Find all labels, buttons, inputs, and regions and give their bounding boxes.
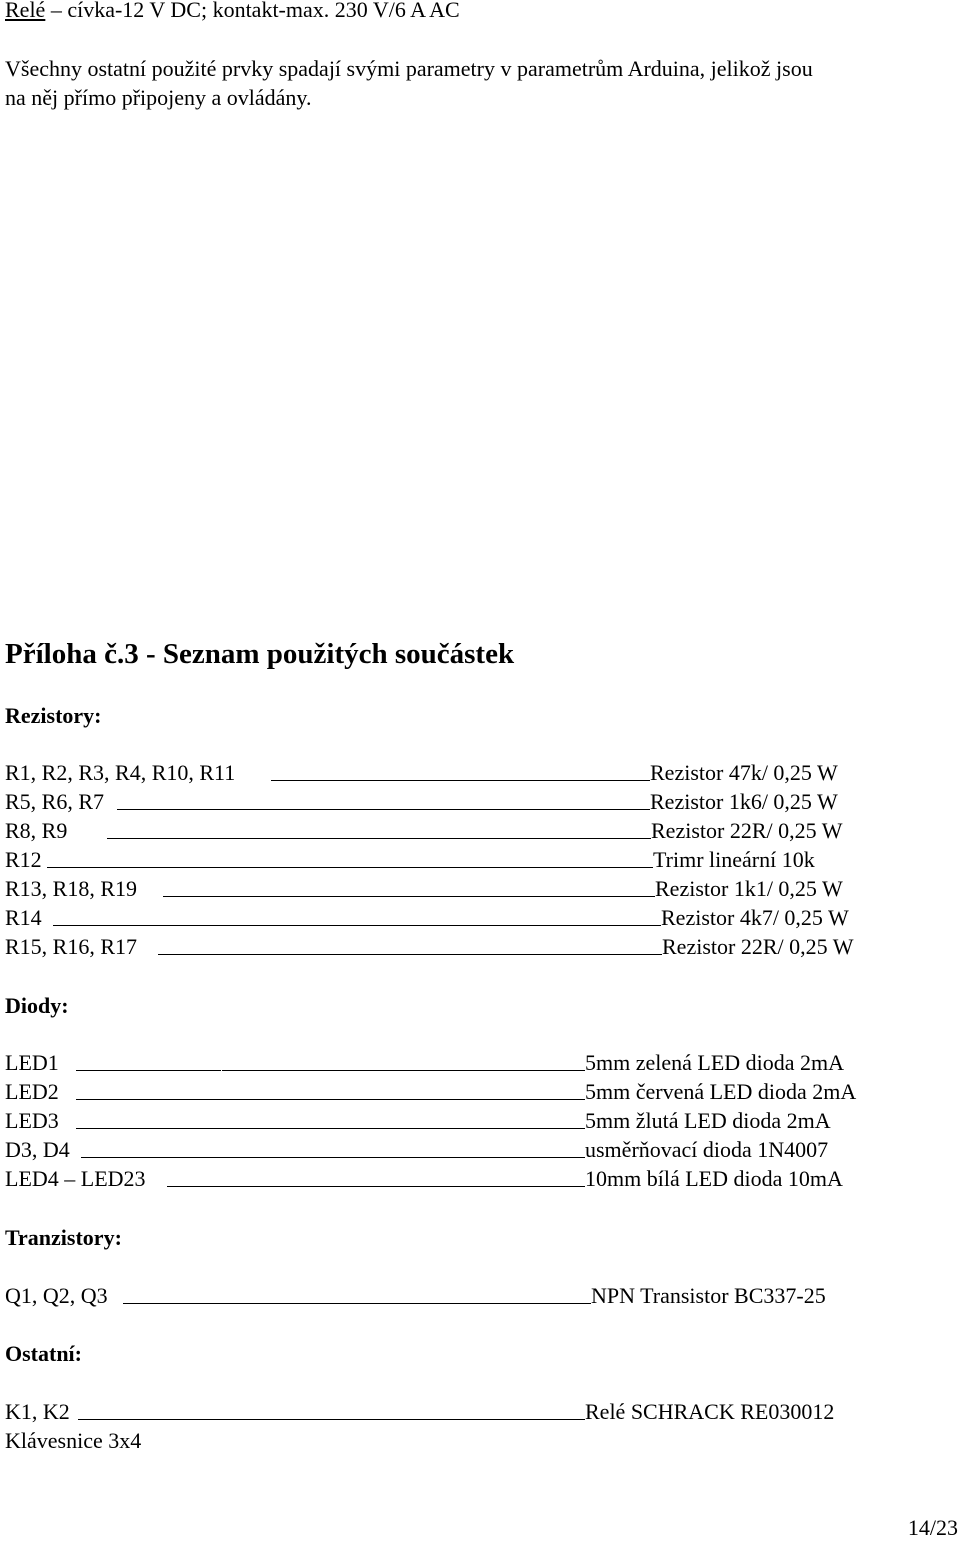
leader-line bbox=[107, 818, 651, 839]
part-ref: R1, R2, R3, R4, R10, R11 bbox=[5, 760, 236, 785]
part-ref: Q1, Q2, Q3 bbox=[5, 1283, 108, 1308]
list-item bbox=[5, 1079, 905, 1105]
page-number: 14/23 bbox=[907, 1515, 958, 1540]
leader-line bbox=[81, 1137, 585, 1158]
leader-line bbox=[167, 1166, 585, 1187]
leader-line bbox=[271, 760, 650, 781]
part-desc: Rezistor 22R/ 0,25 W bbox=[651, 818, 843, 843]
relay-spec-text: – cívka-12 V DC; kontakt-max. 230 V/6 A AC bbox=[45, 0, 460, 22]
leader-line bbox=[53, 905, 661, 926]
part-ref: R5, R6, R7 bbox=[5, 789, 105, 814]
list-item bbox=[5, 1050, 905, 1076]
part-desc: Rezistor 1k1/ 0,25 W bbox=[655, 876, 843, 901]
list-item bbox=[5, 760, 905, 786]
intro-line-2: na něj přímo připojeny a ovládány. bbox=[5, 85, 312, 110]
leader-line bbox=[47, 847, 653, 868]
list-item bbox=[5, 1108, 905, 1134]
part-desc: 5mm žlutá LED dioda 2mA bbox=[585, 1108, 831, 1133]
leader-line bbox=[158, 934, 662, 955]
part-ref: LED1 bbox=[5, 1050, 59, 1075]
relay-word: Relé bbox=[5, 0, 46, 22]
part-ref: R8, R9 bbox=[5, 818, 68, 843]
list-item bbox=[5, 1399, 905, 1425]
list-item bbox=[5, 847, 905, 873]
part-ref: D3, D4 bbox=[5, 1137, 70, 1162]
leader-line bbox=[117, 789, 650, 810]
part-desc: Relé SCHRACK RE030012 bbox=[585, 1399, 835, 1424]
part-ref: Klávesnice 3x4 bbox=[5, 1428, 142, 1453]
relay-spec-line bbox=[5, 0, 460, 23]
part-desc: Rezistor 4k7/ 0,25 W bbox=[661, 905, 849, 930]
part-desc: Rezistor 47k/ 0,25 W bbox=[650, 760, 838, 785]
section-heading-transistors: Tranzistory: bbox=[5, 1225, 122, 1250]
part-desc: 5mm zelená LED dioda 2mA bbox=[585, 1050, 845, 1075]
part-ref: K1, K2 bbox=[5, 1399, 70, 1424]
part-desc: NPN Transistor BC337-25 bbox=[591, 1283, 826, 1308]
part-desc: 5mm červená LED dioda 2mA bbox=[585, 1079, 857, 1104]
part-ref: LED3 bbox=[5, 1108, 59, 1133]
list-item bbox=[5, 789, 905, 815]
list-item bbox=[5, 905, 905, 931]
part-ref: LED2 bbox=[5, 1079, 59, 1104]
part-desc: Rezistor 22R/ 0,25 W bbox=[662, 934, 854, 959]
leader-line bbox=[76, 1079, 585, 1100]
leader-line bbox=[76, 1108, 585, 1129]
part-ref: LED4 – LED23 bbox=[5, 1166, 146, 1191]
intro-line-1: Všechny ostatní použité prvky spadají svými parametry v parametrům Arduina, jelikož jsou bbox=[5, 56, 813, 81]
section-heading-other: Ostatní: bbox=[5, 1341, 82, 1366]
list-item bbox=[5, 1137, 905, 1163]
leader-line bbox=[123, 1283, 591, 1304]
part-ref: R13, R18, R19 bbox=[5, 876, 138, 901]
section-heading-diodes: Diody: bbox=[5, 993, 69, 1018]
part-desc: Rezistor 1k6/ 0,25 W bbox=[650, 789, 838, 814]
part-ref: R14 bbox=[5, 905, 42, 930]
list-item bbox=[5, 1283, 905, 1309]
list-item bbox=[5, 1166, 905, 1192]
leader-line bbox=[76, 1050, 221, 1071]
leader-line bbox=[222, 1050, 585, 1071]
leader-line bbox=[78, 1399, 585, 1420]
list-item bbox=[5, 934, 905, 960]
part-ref: R15, R16, R17 bbox=[5, 934, 138, 959]
leader-line bbox=[163, 876, 655, 897]
part-desc: usměrňovací dioda 1N4007 bbox=[585, 1137, 829, 1162]
list-item bbox=[5, 1428, 905, 1454]
section-heading-resistors: Rezistory: bbox=[5, 703, 102, 728]
appendix-title: Příloha č.3 - Seznam použitých součástek bbox=[5, 638, 515, 670]
part-desc: Trimr lineární 10k bbox=[653, 847, 815, 872]
list-item bbox=[5, 818, 905, 844]
part-ref: R12 bbox=[5, 847, 42, 872]
list-item bbox=[5, 876, 905, 902]
part-desc: 10mm bílá LED dioda 10mA bbox=[585, 1166, 843, 1191]
